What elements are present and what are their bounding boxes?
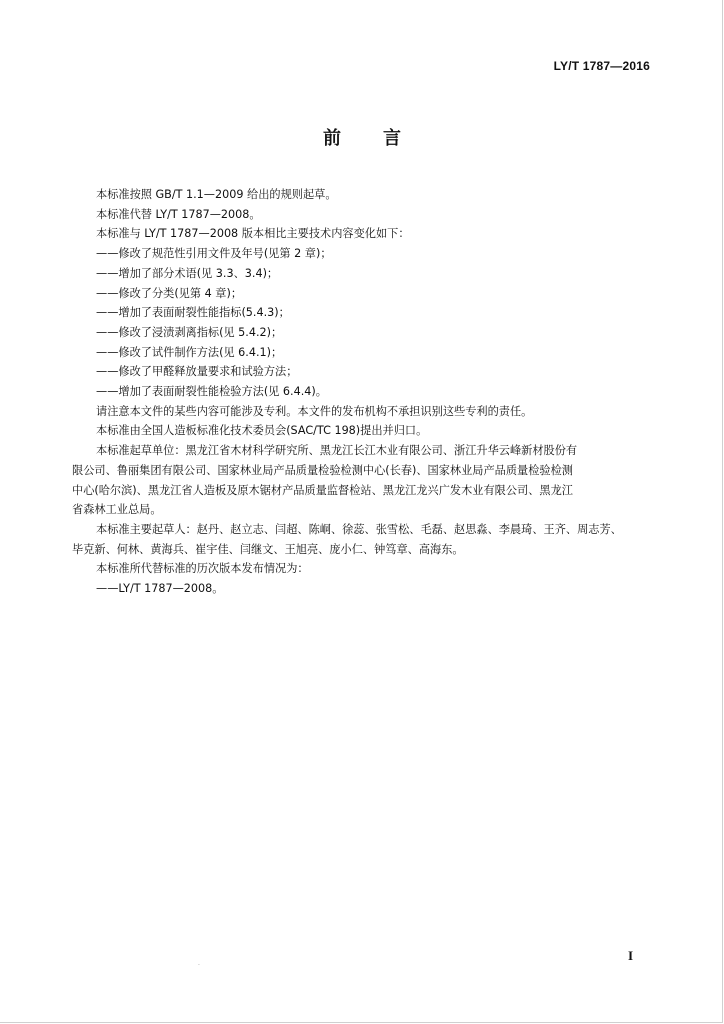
drafters-line: 本标准主要起草人：赵丹、赵立志、闫超、陈峒、徐蕊、张雪松、毛磊、赵思淼、李晨琦、王齐、周志芳、 — [96, 522, 622, 536]
footer-dot: . — [198, 960, 200, 967]
drafting-units-line: 限公司、鲁丽集团有限公司、国家林业局产品质量检验检测中心(长春)、国家林业局产品质量检验检测 — [72, 463, 573, 477]
paragraph-changes-intro: 本标准与 LY/T 1787—2008 版本相比主要技术内容变化如下： — [96, 227, 410, 241]
list-item: ——修改了甲醛释放量要求和试验方法； — [96, 365, 298, 379]
paragraph-drafting-rules: 本标准按照 GB/T 1.1—2009 给出的规则起草。 — [96, 188, 337, 201]
drafting-units-line: 本标准起草单位：黑龙江省木材科学研究所、黑龙江长江木业有限公司、浙江升华云峰新材股份有 — [96, 444, 578, 458]
drafting-units-line: 省森林工业总局。 — [72, 503, 162, 517]
paragraph-replaces: 本标准代替 LY/T 1787—2008。 — [96, 207, 261, 221]
paragraph-history-item: ——LY/T 1787—2008。 — [96, 582, 224, 596]
list-item: ——增加了表面耐裂性能检验方法(见 6.4.4)。 — [96, 385, 327, 399]
list-item: ——修改了规范性引用文件及年号(见第 2 章)； — [96, 247, 332, 261]
drafting-units-line: 中心(哈尔滨)、黑龙江省人造板及原木锯材产品质量监督检站、黑龙江龙兴广发木业有限公司、黑龙江 — [72, 483, 573, 497]
drafters-line: 毕克新、何林、黄海兵、崔宇佳、闫继文、王旭亮、庞小仁、钟笃章、高海东。 — [72, 542, 464, 556]
list-item: ——增加了部分术语(见 3.3、3.4)； — [96, 266, 279, 280]
paragraph-drafting-units — [72, 441, 656, 520]
page-number: I — [628, 948, 634, 963]
document-body — [72, 185, 656, 599]
list-item: ——修改了试件制作方法(见 6.4.1)； — [96, 345, 283, 359]
changes-list — [96, 244, 656, 402]
standard-code: LY/T 1787—2016 — [553, 59, 650, 73]
list-item: ——修改了分类(见第 4 章)； — [96, 286, 243, 300]
paragraph-history-intro: 本标准所代替标准的历次版本发布情况为： — [96, 562, 309, 576]
list-item: ——增加了表面耐裂性能指标(5.4.3)； — [96, 306, 290, 320]
page-title — [0, 124, 724, 150]
paragraph-proposer: 本标准由全国人造板标准化技术委员会(SAC/TC 198)提出并归口。 — [96, 424, 428, 438]
list-item: ——修改了浸渍剥离指标(见 5.4.2)； — [96, 325, 283, 339]
paragraph-patent-notice: 请注意本文件的某些内容可能涉及专利。本文件的发布机构不承担识别这些专利的责任。 — [96, 404, 533, 418]
title-char-1: 前 — [323, 128, 341, 149]
title-char-2: 言 — [383, 128, 401, 149]
paragraph-drafters — [72, 520, 656, 559]
